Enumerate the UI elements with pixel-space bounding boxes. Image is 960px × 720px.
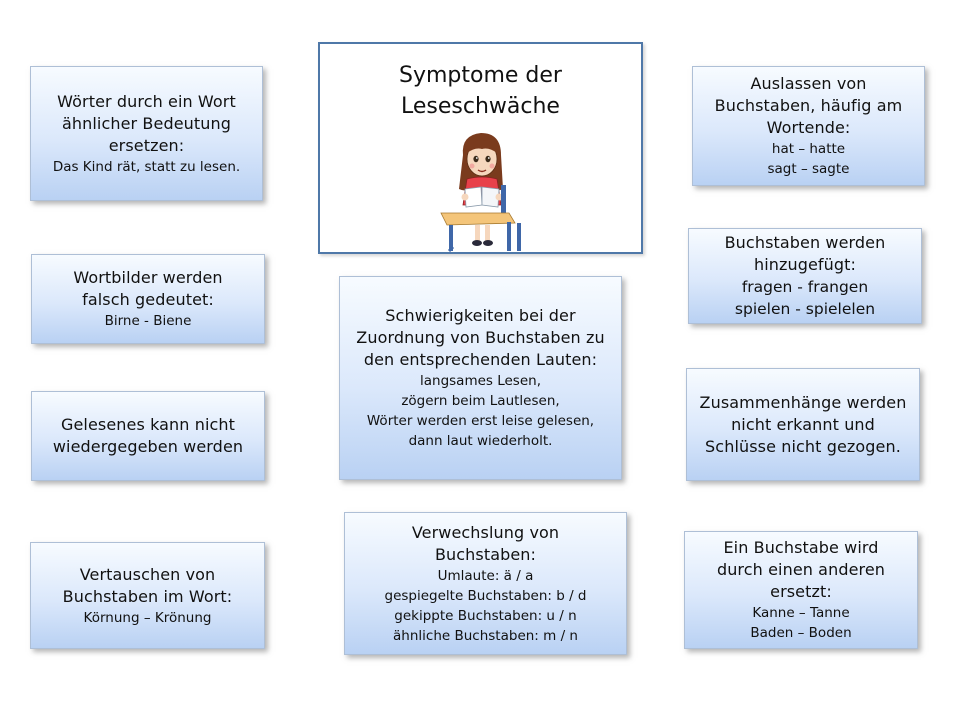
box-confusion-heading-2: Buchstaben: (434, 544, 537, 564)
box-words-replace-detail-1: Das Kind rät, statt zu lesen. (52, 158, 241, 175)
box-context-heading-2: nicht erkannt und (731, 414, 875, 434)
box-assignment-heading-3: den entsprechenden Lauten: (363, 350, 598, 369)
box-reread-heading-2: wiedergegeben werden (52, 437, 244, 456)
box-swap (30, 542, 265, 649)
box-add-heading-1: Buchstaben werden (724, 233, 886, 252)
box-confusion (344, 512, 627, 655)
box-omit-heading-3: Wortende: (766, 118, 851, 137)
box-confusion-heading-1: Verwechslung von (411, 522, 560, 542)
box-add-heading-2: hinzugefügt: (753, 255, 857, 274)
box-add-detail-2: spielen - spielelen (734, 300, 876, 318)
box-context-heading-1: Zusammenhänge werden (699, 392, 907, 412)
box-words-replace (30, 66, 263, 201)
box-wordimages (31, 254, 265, 344)
title-line-1: Symptome der (399, 63, 562, 88)
title-box (318, 42, 643, 254)
box-wordimages-heading-1: Wortbilder werden (73, 268, 223, 287)
box-words-replace-heading-2: ähnlicher Bedeutung (62, 113, 231, 133)
box-assignment-detail-4: dann laut wiederholt. (408, 433, 553, 449)
box-wordimages-heading-2: falsch gedeutet: (82, 290, 214, 309)
girl-reading-illustration (435, 127, 535, 252)
diagram-title (320, 60, 641, 122)
box-assignment-heading-1: Schwierigkeiten bei der (385, 306, 576, 325)
box-omit-detail-1: hat – hatte (771, 141, 846, 157)
box-omit-detail-2: sagt – sagte (767, 161, 850, 177)
box-swap-heading-2: Buchstaben im Wort: (62, 586, 233, 606)
box-replace-letter-detail-2: Baden – Boden (750, 625, 852, 641)
box-confusion-detail-1: Umlaute: ä / a (437, 567, 534, 584)
box-reread (31, 391, 265, 481)
box-assignment-detail-2: zögern beim Lautlesen, (401, 393, 560, 409)
box-omit-heading-1: Auslassen von (750, 74, 867, 93)
box-swap-heading-1: Vertauschen von (79, 564, 216, 584)
box-add (688, 228, 922, 324)
box-confusion-detail-4: ähnliche Buchstaben: m / n (393, 627, 578, 644)
box-assignment (339, 276, 622, 480)
box-assignment-detail-1: langsames Lesen, (419, 373, 541, 389)
box-assignment-detail-3: Wörter werden erst leise gelesen, (366, 413, 595, 429)
box-omit-heading-2: Buchstaben, häufig am (714, 96, 903, 115)
box-wordimages-detail-1: Birne - Biene (104, 313, 192, 329)
box-omit (692, 66, 925, 186)
box-assignment-heading-2: Zuordnung von Buchstaben zu (356, 328, 605, 347)
title-line-2: Leseschwäche (401, 94, 560, 119)
box-swap-detail-1: Körnung – Krönung (83, 609, 212, 626)
box-add-detail-1: fragen - frangen (741, 278, 869, 296)
box-replace-letter-detail-1: Kanne – Tanne (752, 605, 850, 621)
box-replace-letter-heading-2: durch einen anderen (716, 560, 886, 579)
box-replace-letter (684, 531, 918, 649)
box-context-heading-3: Schlüsse nicht gezogen. (705, 436, 901, 456)
box-confusion-detail-3: gekippte Buchstaben: u / n (394, 607, 577, 624)
box-words-replace-heading-1: Wörter durch ein Wort (57, 91, 236, 111)
box-words-replace-heading-3: ersetzen: (108, 135, 185, 155)
box-context (686, 368, 920, 481)
box-reread-heading-1: Gelesenes kann nicht (60, 415, 236, 434)
box-replace-letter-heading-1: Ein Buchstabe wird (723, 538, 879, 557)
box-replace-letter-heading-3: ersetzt: (770, 582, 832, 601)
box-confusion-detail-2: gespiegelte Buchstaben: b / d (384, 587, 587, 604)
